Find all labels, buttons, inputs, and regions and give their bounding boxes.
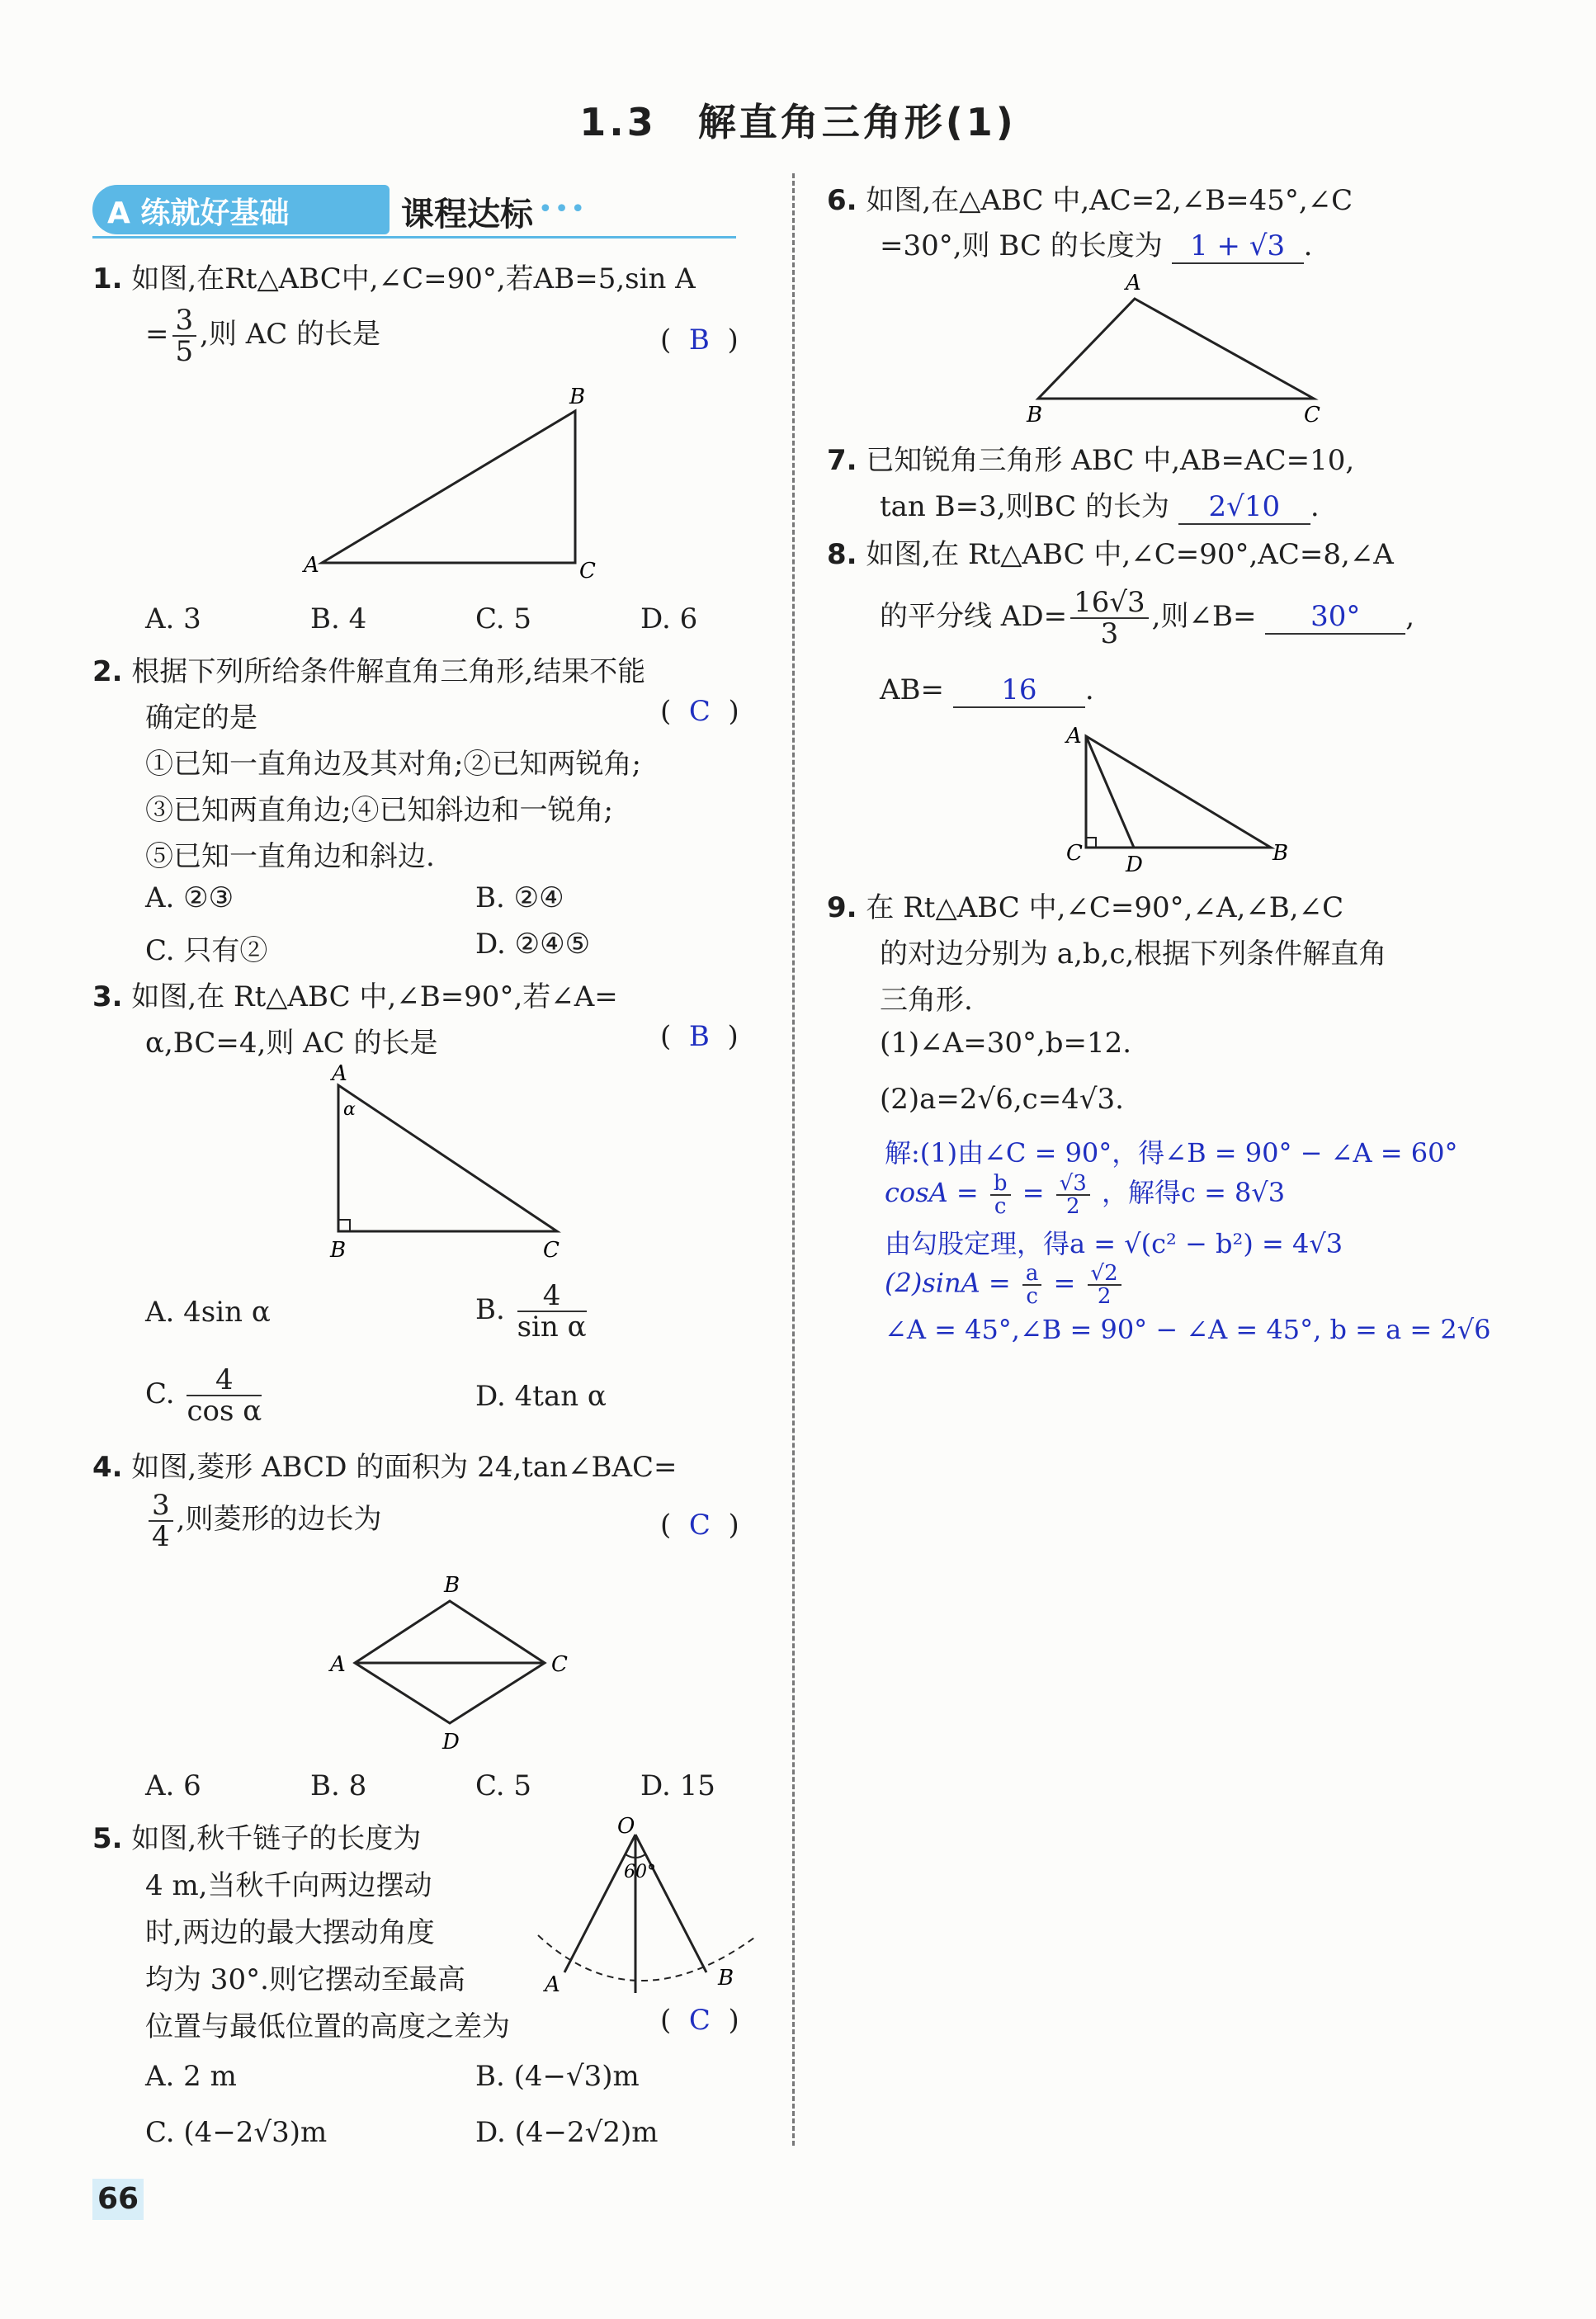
q1-opt-c: C. 5 [475,602,532,635]
q3-opt-a: A. 4sin α [145,1296,271,1329]
q6-answer: 1 + √3 [1172,229,1304,264]
q9-line3: 三角形. [880,984,973,1017]
q3-label-b: B [330,1238,347,1263]
q1-opt-b: B. 4 [310,602,367,635]
q8-fraction: $\frac{16√3}{3}$ [1070,588,1149,649]
q3-line2: α,BC=4,则 AC 的长是 [145,1027,438,1060]
q8-triangle [1086,736,1271,848]
q9-sol2-frac1: $\frac{b}{c}$ [990,1173,1011,1217]
q4-opt-a: A. 6 [145,1769,201,1802]
q3-label-a: A [332,1061,347,1086]
q7-answer: 2√10 [1178,490,1310,525]
q4-line1: 4. 如图,菱形 ABCD 的面积为 24,tan∠BAC= [92,1451,678,1484]
q8-bisector-ad [1086,736,1134,848]
q4-line2: $\frac{3}{4}$ ,则菱形的边长为 [145,1490,381,1552]
q9-sol4-frac1: $\frac{a}{c}$ [1022,1263,1042,1307]
q8-line1: 8. 如图,在 Rt△ABC 中,∠C=90°,AC=8,∠A [827,538,1394,571]
q1-opt-d: D. 6 [640,602,698,635]
q9-sol2-frac2: $\frac{√3}{2}$ [1056,1173,1090,1217]
q5-diagram [528,1811,759,2010]
q4-label-b: B [444,1573,460,1598]
q2-answer: C [688,695,711,728]
q1-triangle [322,411,575,563]
q5-answer: C [688,2004,711,2037]
q5-opt-d: D. (4−2√2)m [475,2116,659,2149]
q8-label-a: A [1066,724,1082,749]
section-subtitle: 课程达标 [401,196,533,234]
q8-label-d: D [1126,853,1143,875]
q5-opt-a: A. 2 m [145,2060,237,2093]
q5-label-a: A [545,1972,560,1997]
q8-answer2: 16 [953,673,1085,708]
q2-line2: 确定的是 [145,701,257,734]
q6-label-b: B [1027,403,1043,425]
q2-line4: ③已知两直角边;④已知斜边和一锐角; [145,794,613,827]
column-divider [792,173,795,2146]
q1-line1: 1. 如图,在Rt△ABC中,∠C=90°,若AB=5,sin A [92,262,696,295]
q6-line1: 6. 如图,在△ABC 中,AC=2,∠B=45°,∠C [827,184,1353,217]
q3-triangle [338,1085,557,1231]
q9-sol4-frac2: $\frac{√2}{2}$ [1088,1263,1121,1307]
q1-label-b: B [569,385,586,409]
q7-line2: tan B=3,则BC 的长为 2√10 . [880,490,1320,523]
q1-answer: B [688,324,710,357]
q2-opt-d: D. ②④⑤ [475,928,591,961]
q5-label-o: O [617,1814,635,1839]
q2-opt-c: C. 只有② [145,934,268,967]
q3-answer: B [688,1020,710,1053]
q2-opt-a: A. ②③ [145,881,234,914]
q5-chain-left [564,1835,635,1972]
q3-opt-c-fraction: $\frac{4}{\text{cos α}}$ [187,1363,262,1428]
q8-answer1: 30° [1265,600,1405,635]
q8-line2: 的平分线 AD= $\frac{16√3}{3}$ ,则∠B= 30° , [880,586,1415,650]
q9-solution-line5: ∠A = 45°,∠B = 90° − ∠A = 45°, b = a = 2√6 [885,1314,1491,1345]
q8-line3: AB= 16 . [880,673,1094,706]
banner-underline [92,236,736,239]
q8-label-c: C [1066,841,1083,866]
q3-right-angle-mark [338,1220,350,1231]
q1-label-a: A [304,553,319,578]
q8-label-b: B [1273,841,1289,866]
q9-solution-line4: (2)sinA = $\frac{a}{c}$ = $\frac{√2}{2}$ [885,1263,1125,1307]
q5-opt-c: C. (4−2√3)m [145,2116,328,2149]
q6-triangle [1038,299,1314,399]
q5-line3: 时,两边的最大摆动角度 [145,1916,435,1949]
q9-part1: (1)∠A=30°,b=12. [880,1027,1132,1060]
page-title: 1.3 解直角三角形(1) [579,100,1017,144]
q4-fraction: $\frac{3}{4}$ [149,1490,173,1552]
section-label: A 练就好基础 [107,196,290,230]
q4-label-a: A [330,1652,346,1677]
q1-label-c: C [579,559,596,582]
q2-line5: ⑤已知一直角边和斜边. [145,840,435,873]
q5-label-angle: 60° [624,1862,656,1882]
q1-opt-a: A. 3 [145,602,201,635]
q6-line2: =30°,则 BC 的长度为 1 + √3 . [880,229,1313,262]
q2-opt-b: B. ②④ [475,881,564,914]
q3-opt-d: D. 4tan α [475,1380,607,1413]
q3-label-c: C [543,1238,560,1263]
q6-label-c: C [1304,403,1320,425]
q9-line2: 的对边分别为 a,b,c,根据下列条件解直角 [880,938,1387,971]
q3-diagram [322,1060,578,1267]
q6-label-a: A [1126,271,1141,295]
q2-line3: ①已知一直角边及其对角;②已知两锐角; [145,748,641,781]
q1-diagram [297,384,602,582]
page-number: 66 [92,2179,144,2220]
q1-answer-bracket: ( B ) [660,324,739,357]
q4-diagram [322,1572,586,1770]
q4-label-c: C [551,1652,568,1677]
q7-line1: 7. 已知锐角三角形 ABC 中,AB=AC=10, [827,444,1355,477]
q5-label-b: B [718,1966,734,1991]
q4-opt-b: B. 8 [310,1769,367,1802]
q9-solution-line3: 由勾股定理，得a = √(c² − b²) = 4√3 [885,1228,1343,1259]
q5-line5: 位置与最低位置的高度之差为 [145,2010,510,2043]
q4-answer: C [688,1509,711,1542]
q9-solution-line1: 解:(1)由∠C = 90°，得∠B = 90° − ∠A = 60° [885,1137,1458,1169]
q6-diagram [1015,268,1345,425]
q1-line2: = $\frac{3}{5}$ ,则 AC 的长是 [145,304,381,368]
q3-answer-bracket: ( B ) [660,1020,739,1053]
q4-opt-d: D. 15 [640,1769,715,1802]
q5-answer-bracket: ( C ) [660,2004,739,2037]
q3-opt-b: B. $\frac{4}{\text{sin α}}$ [475,1279,587,1344]
q2-line1: 2. 根据下列所给条件解直角三角形,结果不能 [92,655,646,688]
q9-part2: (2)a=2√6,c=4√3. [880,1083,1124,1116]
q3-line1: 3. 如图,在 Rt△ABC 中,∠B=90°,若∠A= [92,980,618,1013]
dots-icon: ••• [538,195,588,224]
q4-opt-c: C. 5 [475,1769,532,1802]
q5-line2: 4 m,当秋千向两边摆动 [145,1869,432,1902]
q1-fraction: $\frac{3}{5}$ [172,305,197,366]
q8-right-angle-mark [1086,838,1096,848]
q2-answer-bracket: ( C ) [660,695,739,728]
q5-line1: 5. 如图,秋千链子的长度为 [92,1822,422,1855]
q3-label-alpha: α [343,1099,356,1120]
q5-opt-b: B. (4−√3)m [475,2060,640,2093]
q9-solution-line2: cosA = $\frac{b}{c}$ = $\frac{√3}{2}$ ，解得c = 8√3 [885,1170,1286,1219]
q5-chain-right [635,1835,706,1972]
q4-label-d: D [442,1730,460,1755]
q5-line4: 均为 30°.则它摆动至最高 [145,1963,465,1996]
q3-opt-b-fraction: $\frac{4}{\text{sin α}}$ [517,1279,587,1344]
q8-diagram [1056,718,1304,875]
q3-opt-c: C. $\frac{4}{\text{cos α}}$ [145,1363,262,1428]
q4-answer-bracket: ( C ) [660,1509,739,1542]
q9-line1: 9. 在 Rt△ABC 中,∠C=90°,∠A,∠B,∠C [827,891,1344,924]
